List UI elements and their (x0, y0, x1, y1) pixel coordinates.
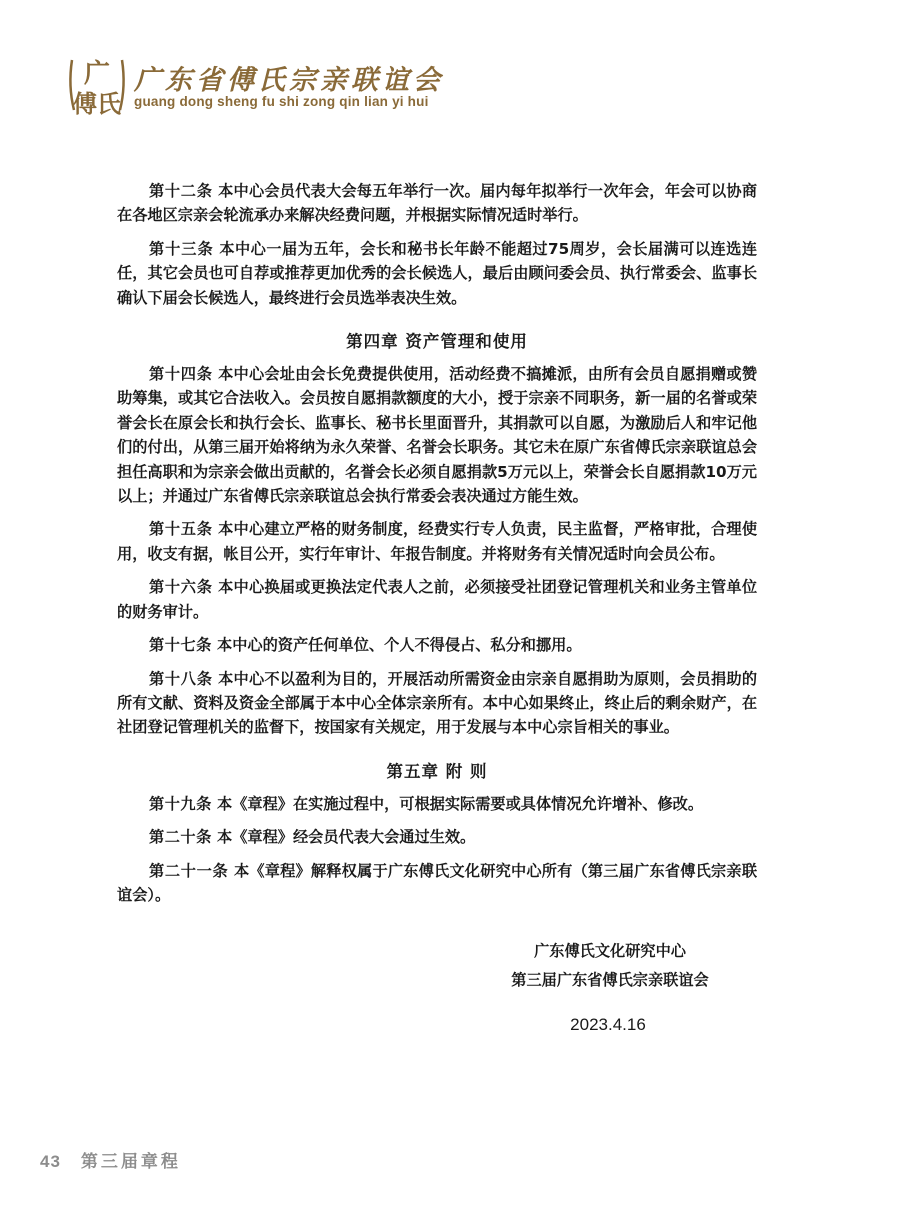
footer-title: 第三届章程 (80, 1152, 181, 1172)
signature-line-2: 第三届广东省傅氏宗亲联谊会 (511, 971, 709, 989)
article-text: 本中心不以盈利为目的，开展活动所需资金由宗亲自愿捐助为原则，会员捐助的所有文献、资料及资金全部属于本中心全体宗亲所有。本中心如果终止，终止后的剩余财产，在社团登记管理机关的监督下，按国家有关规定，用于发展与本中心宗旨相关的事业。 (117, 669, 758, 737)
article-18 (117, 667, 757, 740)
article-text: 本《章程》在实施过程中，可根据实际需要或具体情况允许增补、修改。 (217, 794, 704, 813)
article-text: 本《章程》解释权属于广东傅氏文化研究中心所有（第三届广东省傅氏宗亲联谊会）。 (117, 861, 758, 904)
org-name: 广东省傅氏宗亲联谊会 (134, 65, 444, 96)
article-label: 第十三条 (149, 239, 214, 258)
page-number: 43 (40, 1152, 61, 1171)
article-label: 第十二条 (149, 182, 213, 200)
article-12 (117, 179, 757, 228)
article-text: 本中心建立严格的财务制度，经费实行专人负责，民主监督，严格审批，合理使用，收支有据，帐目公开，实行年审计、年报告制度。并将财务有关情况适时向会员公布。 (117, 520, 758, 563)
org-pinyin: guang dong sheng fu shi zong qin lian yi hui (134, 94, 429, 109)
article-label: 第十七条 (149, 636, 212, 655)
article-label: 第十六条 (149, 578, 213, 597)
article-text: 本中心的资产任何单位、个人不得侵占、私分和挪用。 (217, 636, 582, 655)
svg-text:广: 广 (83, 59, 111, 89)
charter-content (117, 179, 757, 916)
article-15 (117, 517, 757, 566)
article-label: 第十九条 (149, 794, 212, 813)
clan-logo-seal (66, 52, 128, 118)
article-19 (117, 792, 757, 816)
svg-text:傅氏: 傅氏 (73, 89, 121, 118)
article-text: 本中心会员代表大会每五年举行一次。届内每年拟举行一次年会，年会可以协商在各地区宗亲会轮流承办来解决经费问题，并根据实际情况适时举行。 (117, 182, 758, 225)
article-21 (117, 859, 757, 908)
signature-line-1: 广东傅氏文化研究中心 (534, 942, 686, 960)
article-20 (117, 825, 757, 849)
article-text: 本中心一届为五年，会长和秘书长年龄不能超过75周岁，会长届满可以连选连任，其它会员也可自荐或推荐更加优秀的会长候选人，最后由顾问委会员、执行常委会、监事长确认下届会长候选人，最终进行会员选举表决生效。 (117, 239, 758, 307)
article-text: 本中心会址由会长免费提供使用，活动经费不搞摊派，由所有会员自愿捐赠或赞助筹集，或其它合法收入。会员按自愿捐款额度的大小，授于宗亲不同职务，新一届的名誉或荣誉会长在原会长和执行会长、监事长、秘书长里面晋升，其捐款可以自愿，为激励后人和牢记他们的付出，从第三届开始将纳为永久荣誉、名誉会长职务。其它未在原广东省傅氏宗亲联谊总会担任高职和为宗亲会做出贡献的，名誉会长必须自愿捐款5万元以上，荣誉会长自愿捐款10万元以上；并通过广东省傅氏宗亲联谊总会执行常委会表决通过方能生效。 (117, 365, 758, 506)
article-label: 第十五条 (149, 520, 213, 539)
charter-date: 2023.4.16 (570, 1015, 646, 1034)
article-13 (117, 237, 757, 310)
article-text: 本中心换届或更换法定代表人之前，必须接受社团登记管理机关和业务主管单位的财务审计。 (117, 578, 758, 621)
article-text: 本《章程》经会员代表大会通过生效。 (217, 828, 476, 847)
article-label: 第二十条 (149, 828, 212, 847)
article-17 (117, 633, 757, 657)
page-footer (40, 1147, 181, 1172)
article-label: 第二十一条 (149, 861, 229, 880)
article-16 (117, 575, 757, 624)
article-label: 第十八条 (149, 669, 213, 688)
article-label: 第十四条 (149, 365, 213, 384)
page-header (66, 52, 486, 122)
article-14 (117, 362, 757, 508)
chapter-5-heading: 第五章 附 则 (386, 761, 488, 781)
signature-block (480, 937, 740, 995)
chapter-4-heading: 第四章 资产管理和使用 (346, 332, 528, 352)
